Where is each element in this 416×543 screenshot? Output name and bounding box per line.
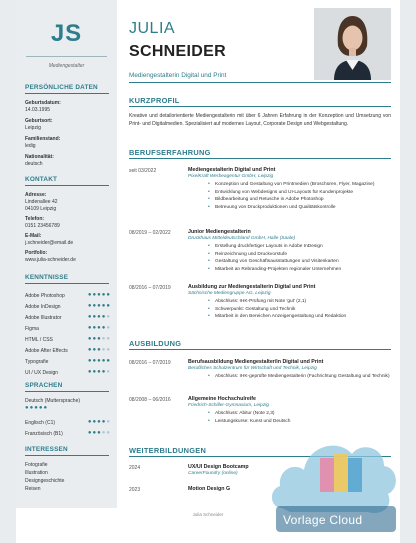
education-date: 08/2016 – 07/2019: [129, 360, 171, 366]
skill-name: Adobe After Effects: [25, 348, 68, 354]
education-title: Allgemeine Hochschulreife: [188, 396, 256, 402]
header-rule: [129, 82, 391, 83]
level-dot-filled: ●: [97, 325, 102, 331]
level-dot-filled: ●: [38, 405, 44, 411]
experience-title: Junior Mediengestalterin: [188, 229, 251, 235]
level-dot-empty: ●: [106, 314, 111, 320]
level-dot-filled: ●: [101, 303, 107, 309]
level-dot-filled: ●: [87, 419, 93, 425]
level-dot-filled: ●: [101, 358, 107, 364]
skill-name: Adobe InDesign: [25, 304, 61, 310]
level-dot-filled: ●: [106, 358, 111, 364]
job-title: Mediengestalterin Digital und Print: [129, 72, 227, 79]
email-label: E-Mail:: [25, 233, 42, 239]
level-dot-empty: ●: [106, 430, 111, 436]
experience-bullet: • Betreuung von Druckproduktionen und Qualitätskontrolle: [188, 204, 393, 212]
level-dot-filled: ●: [97, 314, 102, 320]
level-dot-filled: ●: [43, 405, 49, 411]
skill-level-dots: [88, 303, 111, 309]
level-dot-filled: ●: [97, 347, 102, 353]
experience-bullet: • Mitarbeit an Rebranding-Projekten regionaler Unternehmen: [188, 266, 393, 274]
experience-bullet: • Mitarbeit in den Bereichen Anzeigengestaltung und Redaktion: [188, 313, 393, 321]
skill-row: [25, 348, 111, 356]
level-dot-filled: ●: [25, 405, 30, 411]
level-dot-filled: ●: [92, 314, 98, 320]
level-dot-filled: ●: [92, 292, 98, 298]
level-dot-filled: ●: [92, 430, 98, 436]
level-dot-filled: ●: [87, 430, 93, 436]
level-dot-filled: ●: [97, 369, 102, 375]
education-rule: [129, 349, 391, 350]
level-dot-filled: ●: [106, 303, 111, 309]
experience-title: Mediengestalterin Digital und Print: [188, 167, 276, 173]
training-date: 2024: [129, 465, 141, 471]
experience-date: 08/2016 – 07/2019: [129, 285, 171, 291]
level-dot-filled: ●: [87, 314, 93, 320]
level-dot-filled: ●: [97, 292, 102, 298]
level-dot-filled: ●: [92, 336, 98, 342]
experience-rule: [129, 158, 391, 159]
skill-row: [25, 359, 111, 367]
skill-row: [25, 326, 111, 334]
experience-entry: [188, 229, 393, 273]
nationality-label: Nationalität:: [25, 154, 54, 160]
level-dot-filled: ●: [29, 405, 35, 411]
education-heading: AUSBILDUNG: [129, 339, 182, 348]
skill-level-dots: [88, 292, 111, 298]
profile-photo: [314, 8, 391, 80]
level-dot-empty: ●: [106, 419, 111, 425]
last-name: SCHNEIDER: [129, 43, 226, 60]
education-date: 08/2008 – 06/2016: [129, 397, 171, 403]
skill-level-dots: [88, 430, 111, 436]
level-dot-filled: ●: [87, 347, 93, 353]
watermark-text: Vorlage Cloud: [283, 513, 363, 527]
interest-item: Reisen: [25, 486, 41, 492]
email-value[interactable]: j.schneider@email.de: [25, 240, 74, 246]
education-bullet: • Leistungskurse: Kunst und Deutsch: [188, 418, 393, 426]
address-line-2: 04109 Leipzig: [25, 206, 57, 212]
marital-status-value: ledig: [25, 143, 36, 149]
level-dot-filled: ●: [101, 325, 107, 331]
skill-level-dots: [88, 325, 111, 331]
skill-name: Adobe Photoshop: [25, 293, 65, 299]
level-dot-empty: ●: [106, 369, 111, 375]
level-dot-empty: ●: [101, 430, 107, 436]
initials-monogram: JS: [50, 20, 83, 47]
education-bullet: • Abschluss: Abitur (Note 2,3): [188, 410, 393, 418]
level-dot-empty: ●: [106, 336, 111, 342]
level-dot-filled: ●: [34, 405, 39, 411]
portfolio-value[interactable]: www.julia-schneider.de: [25, 257, 76, 263]
languages-heading: SPRACHEN: [25, 382, 63, 389]
profile-heading: KURZPROFIL: [129, 96, 180, 105]
birth-place-label: Geburtsort:: [25, 118, 53, 124]
contact-rule: [25, 185, 109, 186]
level-dot-empty: ●: [106, 347, 111, 353]
nationality-value: deutsch: [25, 161, 43, 167]
page-footer: Julia Schneider: [192, 512, 224, 517]
level-dot-filled: ●: [101, 369, 107, 375]
level-dot-filled: ●: [97, 430, 102, 436]
skill-name: Englisch (C1): [25, 420, 56, 426]
address-line-1: Lindenallee 42: [25, 199, 58, 205]
phone-label: Telefon:: [25, 216, 45, 222]
level-dot-filled: ●: [87, 303, 93, 309]
level-dot-filled: ●: [92, 358, 98, 364]
portfolio-label: Portfolio:: [25, 250, 48, 256]
training-title: UX/UI Design Bootcamp: [188, 464, 249, 470]
level-dot-filled: ●: [87, 325, 93, 331]
skill-level-dots: [88, 336, 111, 342]
monogram-divider: [26, 56, 107, 57]
level-dot-filled: ●: [92, 419, 98, 425]
education-entry: [188, 359, 393, 381]
level-dot-filled: ●: [97, 419, 102, 425]
education-school: Friedrich-Schiller-Gymnasium, Leipzig: [188, 403, 269, 408]
monogram-subtitle: Mediengestalter: [48, 63, 85, 69]
experience-title: Ausbildung zur Mediengestalterin Digital und Print: [188, 284, 316, 290]
level-dot-filled: ●: [97, 358, 102, 364]
experience-bullet: • Abschluss: IHK-Prüfung mit Note 'gut' (2,1): [188, 298, 393, 306]
sidebar: [16, 0, 117, 508]
experience-bullet: • Bildbearbeitung und Retusche in Adobe Photoshop: [188, 196, 393, 204]
skill-name: Typografie: [25, 359, 49, 365]
skill-row: [25, 398, 111, 411]
languages-rule: [25, 391, 109, 392]
experience-company: Druckhaus Mitteldeutschland GmbH, Halle (Saale): [188, 236, 296, 241]
experience-bullet: • Konzeption und Gestaltung von Printmedien (Broschüren, Flyer, Magazine): [188, 181, 393, 189]
skill-name: HTML / CSS: [25, 337, 53, 343]
skill-row: [25, 304, 111, 312]
skill-level-dots: [88, 314, 111, 320]
skill-row: [25, 315, 111, 323]
interest-item: Illustration: [25, 470, 48, 476]
skill-level-dots: [88, 358, 111, 364]
experience-company: Sächsische Mediengruppe AG, Leipzig: [188, 291, 271, 296]
skills-heading: KENNTNISSE: [25, 274, 69, 281]
level-dot-filled: ●: [97, 336, 102, 342]
interest-item: Fotografie: [25, 462, 48, 468]
experience-entry: [188, 167, 393, 211]
profile-text: Kreative und detailorientierte Mediengestalterin mit über 6 Jahren Erfahrung in der Konzeption und Umsetzung von Print- und Digitalmedien. Spezialisiert auf modernes Layout, Corporate Design und Webgestaltung.: [129, 113, 391, 127]
experience-date: seit 03/2022: [129, 168, 157, 174]
skill-row: [25, 420, 111, 428]
skill-row: [25, 370, 111, 378]
birth-date-label: Geburtsdatum:: [25, 100, 61, 106]
education-school: Berufliches Schulzentrum für Wirtschaft und Technik, Leipzig: [188, 366, 317, 371]
experience-entry: [188, 284, 393, 321]
skill-name: Adobe Illustrator: [25, 315, 62, 321]
birth-date-value: 14.03.1995: [25, 107, 51, 113]
first-name: JULIA: [129, 20, 176, 37]
level-dot-filled: ●: [92, 303, 98, 309]
marital-status-label: Familienstand:: [25, 136, 61, 142]
address-label: Adresse:: [25, 192, 47, 198]
interest-item: Designgeschichte: [25, 478, 65, 484]
training-title: Motion Design G: [188, 486, 231, 492]
skill-level-dots: [88, 369, 111, 375]
skills-rule: [25, 283, 109, 284]
interests-heading: INTERESSEN: [25, 446, 68, 453]
level-dot-filled: ●: [87, 369, 93, 375]
contact-heading: KONTAKT: [25, 176, 58, 183]
level-dot-filled: ●: [101, 292, 107, 298]
skill-level-dots: [25, 405, 48, 411]
level-dot-filled: ●: [87, 358, 93, 364]
personal-data-rule: [25, 93, 109, 94]
portrait-image: [314, 8, 391, 80]
level-dot-filled: ●: [101, 314, 107, 320]
education-entry: [188, 396, 393, 425]
experience-company: PixelKraft Werbeagentur GmbH, Leipzig: [188, 174, 274, 179]
experience-bullet: • Gestaltung von Geschäftsausstattungen und Visitenkarten: [188, 258, 393, 266]
experience-date: 08/2019 – 02/2022: [129, 230, 171, 236]
skill-row: [25, 337, 111, 345]
level-dot-filled: ●: [97, 303, 102, 309]
skill-name: Figma: [25, 326, 39, 332]
skill-level-dots: [88, 347, 111, 353]
education-title: Berufsausbildung Mediengestalter/in Digital und Print: [188, 359, 324, 365]
experience-heading: BERUFSERFAHRUNG: [129, 148, 211, 157]
phone-value: 0151 23456789: [25, 223, 60, 229]
training-heading: WEITERBILDUNGEN: [129, 446, 207, 455]
skill-name: Deutsch (Muttersprache): [25, 398, 81, 404]
level-dot-filled: ●: [87, 292, 93, 298]
level-dot-filled: ●: [106, 292, 111, 298]
experience-bullet: • Erstellung druckfertiger Layouts in Adobe InDesign: [188, 243, 393, 251]
education-bullet: • Abschluss: IHK-geprüfte Mediengestalterin (Fachrichtung Gestaltung und Technik): [188, 373, 393, 381]
skill-name: Französisch (B1): [25, 431, 63, 437]
training-provider: CareerFoundry (online): [188, 471, 238, 476]
interests-rule: [25, 455, 109, 456]
level-dot-filled: ●: [101, 419, 107, 425]
personal-data-heading: PERSÖNLICHE DATEN: [25, 84, 98, 91]
training-date: 2023: [129, 487, 141, 493]
experience-bullet: • Entwicklung von Webdesigns und UI-Layouts für Kundenprojekte: [188, 189, 393, 197]
level-dot-filled: ●: [92, 347, 98, 353]
level-dot-empty: ●: [101, 336, 107, 342]
level-dot-filled: ●: [92, 369, 98, 375]
level-dot-empty: ●: [106, 325, 111, 331]
experience-bullet: • Schwerpunkt: Gestaltung und Technik: [188, 306, 393, 314]
skill-row: [25, 293, 111, 301]
skill-level-dots: [88, 419, 111, 425]
level-dot-empty: ●: [101, 347, 107, 353]
experience-bullet: • Reinzeichnung und Druckvorstufe: [188, 251, 393, 259]
profile-rule: [129, 106, 391, 107]
skill-name: UI / UX Design: [25, 370, 59, 376]
level-dot-filled: ●: [87, 336, 93, 342]
birth-place-value: Leipzig: [25, 125, 41, 131]
level-dot-filled: ●: [92, 325, 98, 331]
skill-row: [25, 431, 111, 439]
